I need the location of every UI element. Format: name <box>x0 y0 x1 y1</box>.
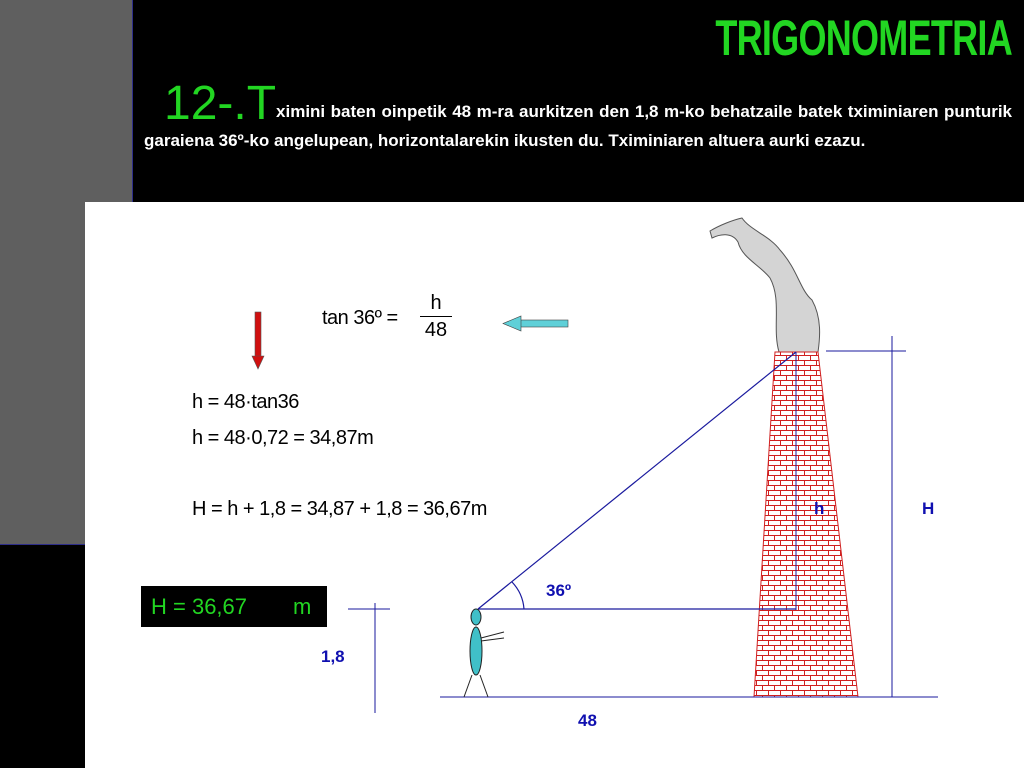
fraction-numerator: h <box>430 292 442 314</box>
label-h: h <box>814 499 825 518</box>
tan-equation-lhs: tan 36º = <box>322 307 398 329</box>
label-distance: 48 <box>578 711 597 730</box>
observer-figure <box>464 609 504 697</box>
slide-title: TRIGONOMETRIA <box>715 10 1012 66</box>
label-observer-height: 1,8 <box>321 647 345 666</box>
arrow-left <box>503 316 568 331</box>
line-of-sight <box>478 352 796 609</box>
problem-text: ximini baten oinpetik 48 m-ra aurkitzen den 1,8 m-ko behatzaile batek tximiniaren punturik garaiena 36º-ko angelupean, horizontalarekin ikusten du. Tximiniaren altuera aurki ezazu. <box>144 102 1012 150</box>
label-H: H <box>922 499 935 518</box>
chimney <box>754 352 858 697</box>
angle-arc <box>512 582 524 609</box>
result-box <box>141 586 327 627</box>
arrow-down <box>252 312 264 369</box>
equation-h-tan: h = 48·tan36 <box>192 391 299 413</box>
fraction-bar <box>420 316 452 317</box>
tan-fraction <box>420 292 452 341</box>
smoke <box>710 218 820 352</box>
equation-H-value: H = h + 1,8 = 34,87 + 1,8 = 36,67m <box>192 498 487 520</box>
result-value: H = 36,67 <box>151 594 248 619</box>
problem-number: 12-.T <box>164 77 277 130</box>
equation-h-value: h = 48·0,72 = 34,87m <box>192 427 374 449</box>
fraction-denominator: 48 <box>424 319 448 341</box>
label-angle: 36º <box>546 581 572 600</box>
result-unit: m <box>293 594 312 619</box>
